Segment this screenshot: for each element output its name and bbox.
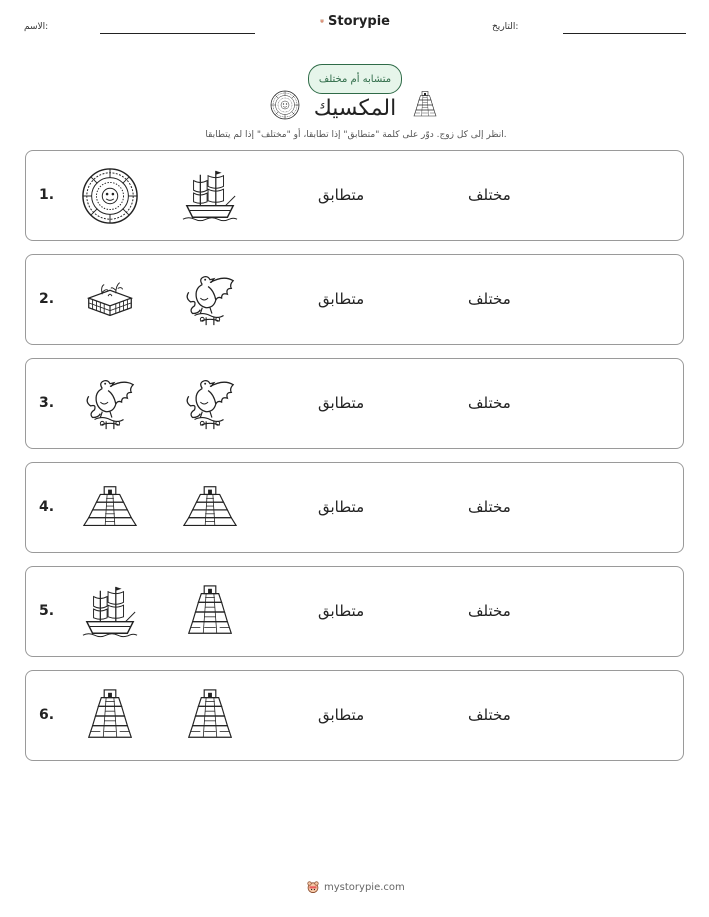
row-number: 2. <box>39 291 55 307</box>
worksheet-title: المكسيك <box>313 96 397 121</box>
wide-pyramid-icon <box>79 479 141 537</box>
eagle-serpent-icon <box>179 375 241 433</box>
storypie-logo <box>320 10 390 32</box>
mascot-icon <box>306 880 320 894</box>
different-option[interactable]: مختلف <box>468 706 511 724</box>
date-label: التاريخ: <box>492 22 519 32</box>
eagle-serpent-icon <box>179 271 241 329</box>
row-card-6 <box>25 670 684 761</box>
galleon-ship-icon <box>79 583 141 641</box>
row-number: 3. <box>39 395 55 411</box>
same-option[interactable]: متطابق <box>318 706 365 724</box>
aztec-calendar-icon <box>79 167 141 225</box>
different-option[interactable]: مختلف <box>468 602 511 620</box>
same-option[interactable]: متطابق <box>318 602 365 620</box>
tall-pyramid-icon <box>179 583 241 641</box>
aztec-calendar-icon <box>270 90 300 120</box>
eagle-serpent-icon <box>79 375 141 433</box>
different-option[interactable]: مختلف <box>468 290 511 308</box>
date-line[interactable] <box>563 33 686 34</box>
row-card-1 <box>25 150 684 241</box>
tall-pyramid-icon <box>179 687 241 745</box>
instructions: انظر إلى كل زوج. دوّر على كلمة "متطابق" إذا تطابقا، أو "مختلف" إذا لم يتطابقا. <box>205 130 507 140</box>
footer-site[interactable]: mystorypie.com <box>324 881 405 893</box>
wide-pyramid-icon <box>179 479 241 537</box>
row-number: 1. <box>39 187 55 203</box>
worksheet-type-badge: متشابه أم مختلف <box>308 64 402 94</box>
row-card-5 <box>25 566 684 657</box>
same-option[interactable]: متطابق <box>318 498 365 516</box>
name-line[interactable] <box>100 33 255 34</box>
different-option[interactable]: مختلف <box>468 498 511 516</box>
row-number: 4. <box>39 499 55 515</box>
same-option[interactable]: متطابق <box>318 394 365 412</box>
same-option[interactable]: متطابق <box>318 186 365 204</box>
row-card-3 <box>25 358 684 449</box>
chinampa-garden-icon <box>79 271 141 329</box>
galleon-ship-icon <box>179 167 241 225</box>
footer <box>306 880 405 894</box>
different-option[interactable]: مختلف <box>468 394 511 412</box>
tall-pyramid-icon <box>79 687 141 745</box>
different-option[interactable]: مختلف <box>468 186 511 204</box>
name-label: الاسم: <box>24 22 49 32</box>
same-option[interactable]: متطابق <box>318 290 365 308</box>
mascot-icon <box>320 13 324 29</box>
row-number: 6. <box>39 707 55 723</box>
row-card-2 <box>25 254 684 345</box>
row-card-4 <box>25 462 684 553</box>
brand-name: Storypie <box>328 13 390 29</box>
row-number: 5. <box>39 603 55 619</box>
pyramid-icon <box>410 90 440 120</box>
